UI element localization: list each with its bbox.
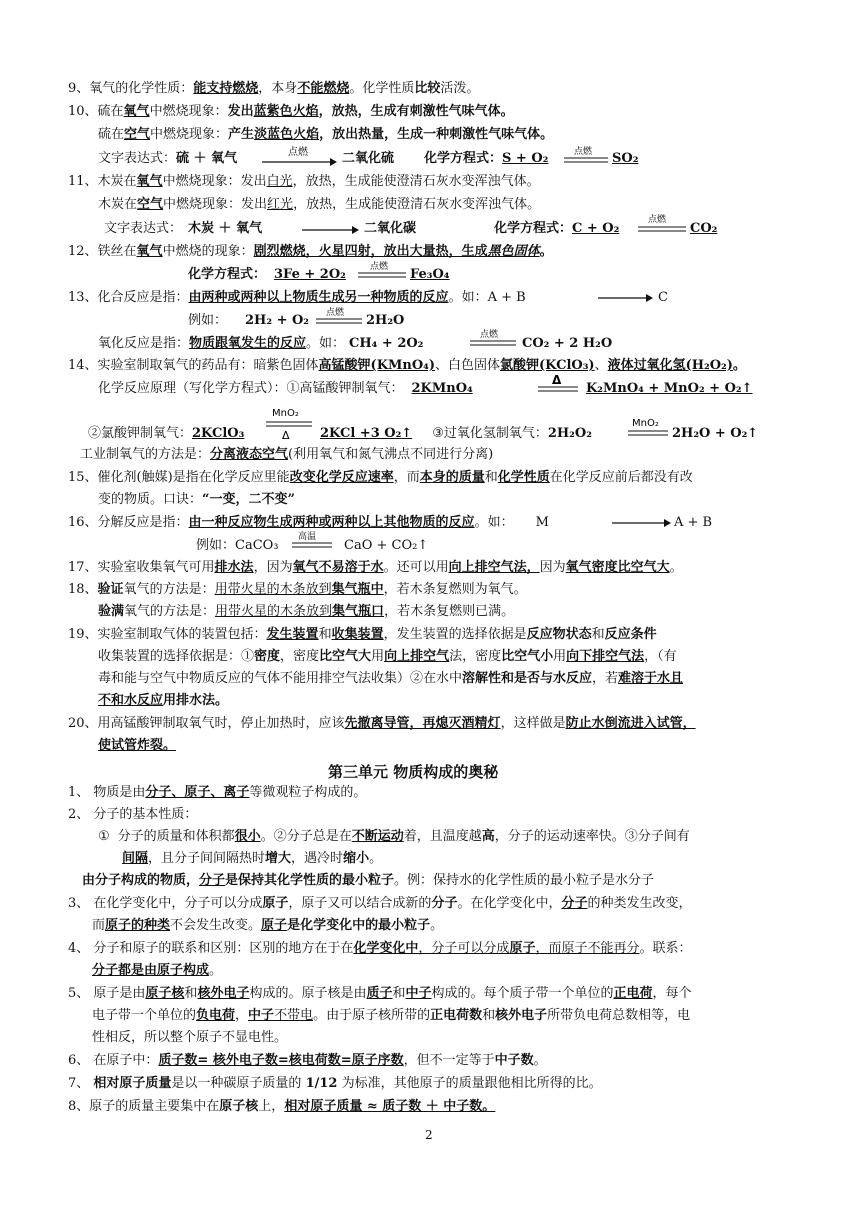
svg-text:点燃: 点燃 xyxy=(370,262,389,272)
svg-text:MnO₂: MnO₂ xyxy=(632,418,659,429)
item-20: 20、用高锰酸钾制取氧气时，停止加热时，应该先撤离导管，再熄灭酒精灯，这样做是防止水倒流进入试管， xyxy=(68,716,696,731)
item-11-air: 木炭在空气中燃烧现象：发出红光，放热，生成能使澄清石灰水变浑浊气体。 xyxy=(98,197,541,212)
unit3-item-5-end: 性相反，所以整个原子不显电性。 xyxy=(92,1030,288,1045)
item-16-example-product: CaO + CO₂↑ xyxy=(344,538,429,553)
item-16-product: A + B xyxy=(674,515,713,530)
item-16-example: 例如：CaCO₃ xyxy=(196,538,279,553)
unit3-item-2-props-cont: 间隔，且分子间间隔热时增大，遇冷时缩小。 xyxy=(122,851,383,866)
unit3-item-3: 3、 在化学变化中，分子可以分成原子，原子又可以结合成新的分子。在化学变化中，分子的种类发生改变， xyxy=(68,896,692,911)
unit3-item-4-cont: 分子都是由原子构成。 xyxy=(92,963,223,978)
svg-text:点燃: 点燃 xyxy=(288,147,308,158)
svg-text:Δ: Δ xyxy=(282,429,290,442)
item-10-formula-product: SO₂ xyxy=(612,151,639,166)
item-13-product: C xyxy=(658,290,668,305)
mno2-equals xyxy=(626,416,670,442)
item-11-formula-product: CO₂ xyxy=(690,221,718,236)
item-14-industry: 工业制氧气的方法是：分离液态空气(利用氧气和氮气沸点不同进行分离) xyxy=(80,447,494,462)
ignite-arrow xyxy=(260,146,338,170)
arrow xyxy=(610,516,672,530)
item-16: 16、分解反应是指：由一种反应物生成两种或两种以上其他物质的反应。如： M xyxy=(68,515,549,530)
svg-text:点燃: 点燃 xyxy=(326,308,345,318)
item-14-kmno4-product: K₂MnO₄ + MnO₂ + O₂↑ xyxy=(586,381,753,396)
mno2-heat-equals xyxy=(264,404,314,444)
unit3-item-2: 2、 分子的基本性质： xyxy=(68,807,198,822)
item-13-example-product: 2H₂O xyxy=(366,313,405,328)
item-11-word-eq: 文字表达式： 木炭 ＋ 氧气 xyxy=(104,221,263,236)
item-10-word-eq: 文字表达式：硫 ＋ 氧气 xyxy=(98,151,238,166)
item-15-cont: 变的物质。口诀：“一变，二不变” xyxy=(98,492,295,507)
item-12-product: Fe₃O₄ xyxy=(410,267,450,282)
svg-text:Δ: Δ xyxy=(552,373,562,387)
svg-text:点燃: 点燃 xyxy=(480,330,499,340)
unit3-item-2-props: ① 分子的质量和体积都很小。②分子总是在不断运动着，且温度越高，分子的运动速率快。③分子间有 xyxy=(98,829,690,844)
item-18: 18、验证氧气的方法是：用带火星的木条放到集气瓶中，若木条复燃则为氧气。 xyxy=(68,582,527,597)
svg-text:点燃: 点燃 xyxy=(648,215,667,225)
page-number: 2 xyxy=(425,1128,433,1142)
item-11-formula: 化学方程式：C + O₂ xyxy=(494,221,620,236)
item-11: 11、木炭在氧气中燃烧现象：发出白光，放热，生成能使澄清石灰水变浑浊气体。 xyxy=(68,174,540,189)
ignite-equals xyxy=(356,260,408,282)
hightemp-equals xyxy=(290,530,334,552)
item-13-example: 例如： 2H₂ + O₂ xyxy=(188,313,309,328)
item-10-word-eq-product: 二氧化硫 xyxy=(342,151,395,166)
item-18-full: 验满氧气的方法是：用带火星的木条放到集气瓶口，若木条复燃则已满。 xyxy=(98,604,515,619)
svg-text:高温: 高温 xyxy=(298,532,317,542)
arrow xyxy=(596,291,654,305)
ignite-equals xyxy=(636,212,688,236)
item-14: 14、实验室制取氧气的药品有：暗紫色固体高锰酸钾(KMnO₄)、白色固体氯酸钾(KClO₃)、液体过氧化氢(H₂O₂)。 xyxy=(68,358,746,373)
item-14-kclo3: ②氯酸钾制氧气：2KClO₃ xyxy=(88,426,245,441)
item-13-oxidation: 氧化反应是指：物质跟氧发生的反应。如： CH₄ + 2O₂ xyxy=(98,336,424,351)
unit3-item-2-def: 由分子构成的物质，分子是保持其化学性质的最小粒子。例：保持水的化学性质的最小粒子是水分子 xyxy=(82,873,655,888)
unit3-item-7: 7、 相对原子质量是以一种碳原子质量的 1/12 为标准，其他原子的质量跟他相比所得的比。 xyxy=(68,1076,602,1091)
unit3-item-5: 5、 原子是由原子核和核外电子构成的。原子核是由质子和中子构成的。每个质子带一个单位的正电荷，每个 xyxy=(68,986,692,1001)
item-19-collect-cont: 毒和能与空气中物质反应的气体不能用排空气法收集）②在水中溶解性和是否与水反应，若难溶于水且 xyxy=(98,671,684,686)
arrow xyxy=(300,222,360,236)
unit3-item-4: 4、 分子和原子的联系和区别：区别的地方在于在化学变化中，分子可以分成原子，而原子不能再分。联系： xyxy=(68,941,692,956)
item-10: 10、硫在氧气中燃烧现象：发出蓝紫色火焰，放热，生成有刺激性气味气体。 xyxy=(68,104,514,119)
unit3-item-1: 1、 物质是由分子、原子、离子等微观粒子构成的。 xyxy=(68,785,367,800)
svg-text:点燃: 点燃 xyxy=(574,147,593,157)
unit3-item-8: 8、原子的质量主要集中在原子核上，相对原子质量 ≈ 质子数 ＋ 中子数。 xyxy=(68,1099,496,1114)
item-10-air: 硫在空气中燃烧现象：产生淡蓝色火焰，放出热量，生成一种刺激性气味气体。 xyxy=(98,127,554,142)
item-11-word-eq-product: 二氧化碳 xyxy=(364,221,417,236)
ignite-equals xyxy=(314,306,364,328)
item-12: 12、铁丝在氧气中燃烧的现象：剧烈燃烧，火星四射，放出大量热，生成黑色固体。 xyxy=(68,244,553,259)
item-14-kclo3-product: 2KCl +3 O₂↑ ③过氧化氢制氧气：2H₂O₂ xyxy=(320,426,592,441)
ignite-equals xyxy=(468,328,518,350)
item-17: 17、实验室收集氧气可用排水法，因为氧气不易溶于水。还可以用向上排空气法，因为氧气密度比空气大。 xyxy=(68,560,683,575)
item-13: 13、化合反应是指：由两种或两种以上物质生成另一种物质的反应。如：A + B xyxy=(68,290,526,305)
item-14-principle: 化学反应原理（写化学方程式）：①高锰酸钾制氧气： 2KMnO₄ xyxy=(98,381,473,396)
item-20-cont: 使试管炸裂。 xyxy=(98,738,177,753)
item-10-formula: 化学方程式：S + O₂ xyxy=(424,151,549,166)
item-19: 19、实验室制取气体的装置包括：发生装置和收集装置，发生装置的选择依据是反应物状态和反应条件 xyxy=(68,627,657,642)
svg-text:MnO₂: MnO₂ xyxy=(272,408,299,419)
item-15: 15、催化剂(触媒)是指在化学反应里能改变化学反应速率，而本身的质量和化学性质在化学反应前后都没有改 xyxy=(68,470,693,485)
heat-equals xyxy=(536,372,580,396)
item-19-collect: 收集装置的选择依据是：①密度，密度比空气大用向上排空气法，密度比空气小用向下排空气法，（有 xyxy=(98,649,677,664)
ignite-equals xyxy=(562,145,610,167)
unit3-item-6: 6、 在原子中：质子数= 核外电子数=核电荷数=原子序数，但不一定等于中子数。 xyxy=(68,1053,547,1068)
section-heading: 第三单元 物质构成的奥秘 xyxy=(328,763,499,781)
unit3-item-5-cont: 电子带一个单位的负电荷，中子不带电。由于原子核所带的正电荷数和核外电子所带负电荷总数相等，电 xyxy=(92,1008,691,1023)
item-9: 9、氧气的化学性质：能支持燃烧，本身不能燃烧。化学性质比较活泼。 xyxy=(68,81,480,96)
item-12-formula: 化学方程式： 3Fe + 2O₂ xyxy=(188,267,346,282)
unit3-item-3-cont: 而原子的种类不会发生改变。原子是化学变化中的最小粒子。 xyxy=(92,918,444,933)
item-19-collect-end: 不和水反应用排水法。 xyxy=(98,693,229,708)
item-13-oxidation-product: CO₂ + 2 H₂O xyxy=(522,336,613,351)
item-14-h2o2-product: 2H₂O + O₂↑ xyxy=(672,426,759,441)
